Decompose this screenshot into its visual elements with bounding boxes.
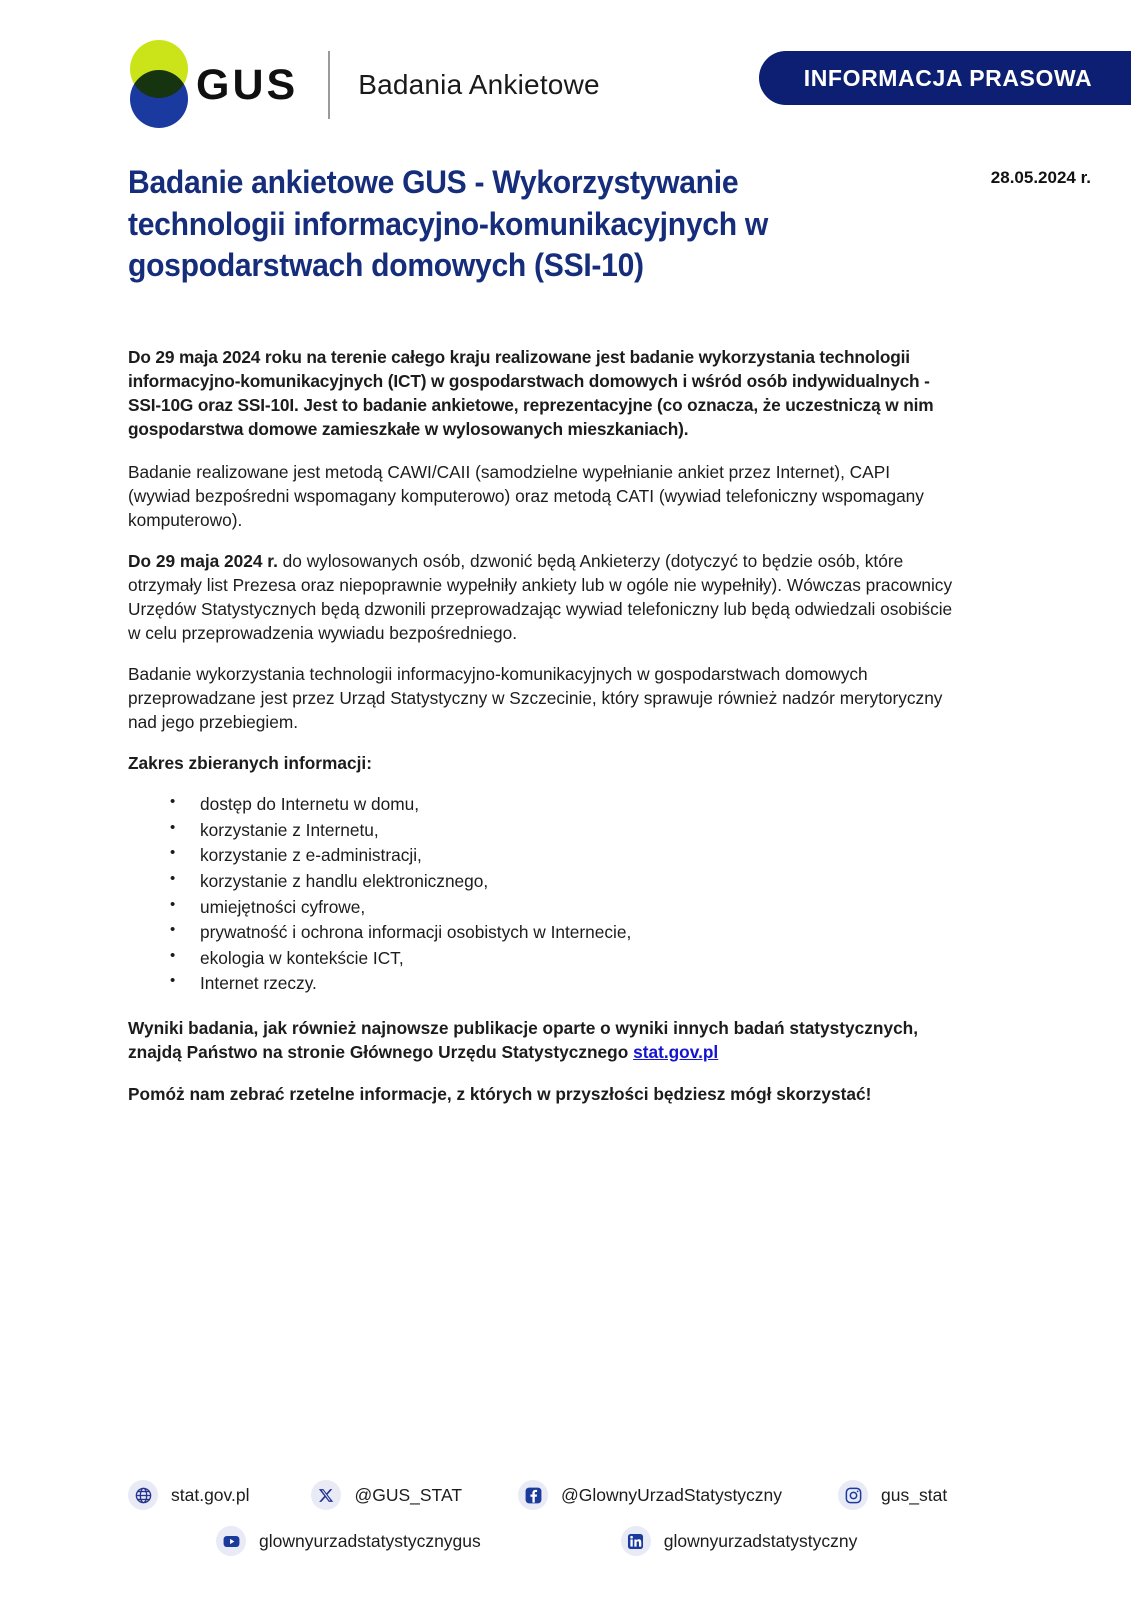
social-link-youtube[interactable] [216,1526,481,1556]
footer-social-row-1 [128,1472,1091,1518]
list-item: • korzystanie z e-administracji, [128,843,953,869]
social-link-instagram[interactable] [838,1480,947,1510]
lead-paragraph: Do 29 maja 2024 roku na terenie całego kraju realizowane jest badanie wykorzystania technologii informacyjno-komunikacyjnych (ICT) w gospodarstwach domowych i wśród osób indywidualnych - SSI-10G oraz SSI-10I. Jest to badanie ankietowe, reprezentacyjne (co oznacza, że uczestniczą w nim gospodarstwa domowe zamieszkałe w wylosowanych mieszkaniach). [128,346,934,439]
closing-results-paragraph [128,1016,953,1064]
facebook-icon [518,1480,548,1510]
social-label: glownyurzadstatystyczny [663,1530,858,1551]
paragraph-methods: Badanie realizowane jest metodą CAWI/CAII (samodzielne wypełnianie ankiet przez Internet), CAPI (wywiad bezpośredni wspomagany komputerowo) oraz metodą CATI (wywiad telefoniczny wspomagany komputerowo). [128,461,924,530]
scope-heading: Zakres zbieranych informacji: [128,753,372,774]
list-item: • dostęp do Internetu w domu, [128,792,953,818]
social-label: @GUS_STAT [354,1484,463,1505]
list-item: • prywatność i ochrona informacji osobistych w Internecie, [128,920,953,946]
social-label: @GlownyUrzadStatystyczny [561,1484,783,1505]
gus-logo [128,40,600,130]
social-label: stat.gov.pl [171,1484,250,1505]
x-twitter-icon [311,1480,341,1510]
article-content [0,345,1131,1106]
social-link-website[interactable] [128,1480,249,1510]
logo-circle-blue [130,70,188,128]
paragraph-office: Badanie wykorzystania technologii informacyjno-komunikacyjnych w gospodarstwach domowych przeprowadzane jest przez Urząd Statystyczny w Szczecinie, który sprawuje również nadzór merytoryczny nad jego przebiegiem. [128,664,943,733]
linkedin-icon [621,1526,651,1556]
globe-icon [128,1480,158,1510]
list-item: • ekologia w kontekście ICT, [128,946,953,972]
page-header [0,0,1131,140]
press-info-badge: INFORMACJA PRASOWA [759,51,1131,105]
list-item: • korzystanie z Internetu, [128,818,953,844]
publication-date: 28.05.2024 r. [990,168,1091,187]
scope-list [128,792,953,997]
page-title: Badanie ankietowe GUS - Wykorzystywanie technologii informacyjno-komunikacyjnych w gospodarstwach domowych (SSI-10) [128,164,769,284]
paragraph-callers [128,549,953,645]
social-link-linkedin[interactable] [621,1526,858,1556]
list-item: • umiejętności cyfrowe, [128,895,953,921]
instagram-icon [838,1480,868,1510]
paragraph-callers-text: do wylosowanych osób, dzwonić będą Ankieterzy (dotyczyć to będzie osób, które otrzymały list Prezesa oraz niepoprawnie wypełniły ankiety lub w ogóle nie wypełniły). Wówczas pracownicy Urzędów Statystycznych będą dzwonili przeprowadzając wywiad telefoniczny lub będą odwiedzali osobiście w celu przeprowadzenia wywiadu bezpośredniego. [128,551,953,644]
page-footer [0,1472,1131,1564]
stat-gov-pl-link[interactable]: stat.gov.pl [633,1042,719,1063]
closing-results-text: Wyniki badania, jak również najnowsze publikacje oparte o wyniki innych badań statystycznych, znajdą Państwo na stronie Głównego Urzędu Statystycznego [128,1018,919,1063]
title-row [0,162,1131,287]
youtube-icon [216,1526,246,1556]
social-label: gus_stat [881,1484,948,1505]
gus-logo-mark-icon [128,40,190,130]
closing-appeal-paragraph: Pomóż nam zebrać rzetelne informacje, z których w przyszłości będziesz mógł skorzystać! [128,1084,872,1105]
social-link-x[interactable] [311,1480,462,1510]
paragraph-callers-bold-lead: Do 29 maja 2024 r. [128,551,278,571]
logo-divider [328,51,330,119]
logo-wordmark: GUS [196,60,299,109]
list-item: • Internet rzeczy. [128,971,953,997]
footer-social-row-2 [128,1518,1091,1564]
logo-tagline: Badania Ankietowe [358,69,600,100]
social-label: glownyurzadstatystycznygus [259,1530,481,1551]
social-link-facebook[interactable] [518,1480,782,1510]
list-item: • korzystanie z handlu elektronicznego, [128,869,953,895]
